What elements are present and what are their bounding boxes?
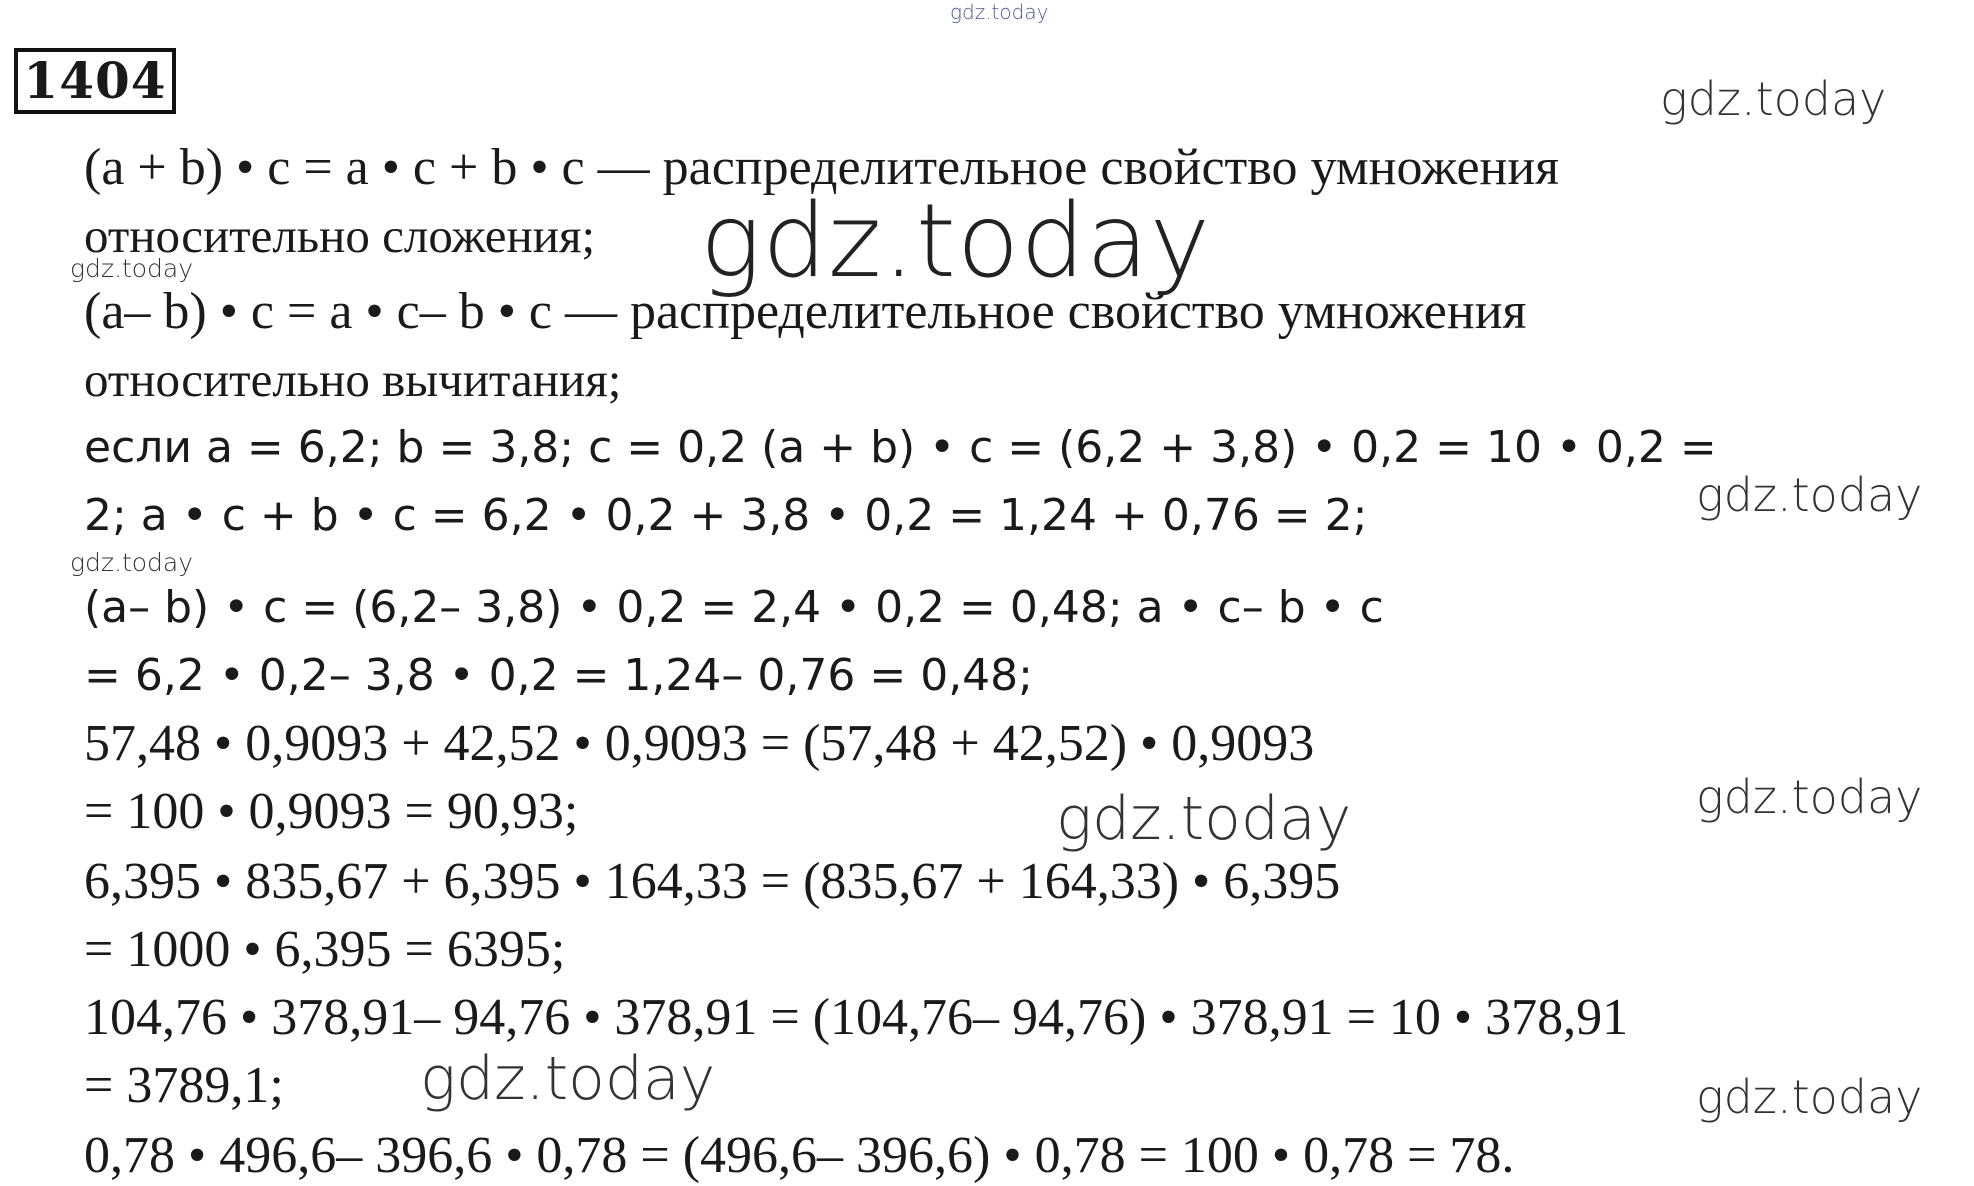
solution-line-7: (a– b) • c = (6,2– 3,8) • 0,2 = 2,4 • 0,2 = 0,48; a • c– b • c [84,582,1384,633]
watermark: gdz.today [950,0,1049,24]
watermark: gdz.today [1660,72,1887,126]
problem-number: 1404 [14,48,176,114]
solution-line-11: 6,395 • 835,67 + 6,395 • 164,33 = (835,67 + 164,33) • 6,395 [84,853,1341,910]
watermark: gdz.today [70,254,194,283]
solution-line-13: 104,76 • 378,91– 94,76 • 378,91 = (104,76– 94,76) • 378,91 = 10 • 378,91 [84,989,1629,1046]
solution-line-12: = 1000 • 6,395 = 6395; [84,921,566,978]
watermark: gdz.today [420,1044,716,1114]
solution-line-15: 0,78 • 496,6– 396,6 • 0,78 = (496,6– 396,6) • 0,78 = 100 • 0,78 = 78. [84,1127,1515,1184]
solution-line-6: 2; a • c + b • c = 6,2 • 0,2 + 3,8 • 0,2 = 1,24 + 0,76 = 2; [84,490,1368,541]
watermark: gdz.today [1696,1070,1923,1124]
watermark: gdz.today [1056,784,1352,854]
watermark: gdz.today [1696,770,1923,824]
watermark: gdz.today [70,548,194,577]
solution-line-8: = 6,2 • 0,2– 3,8 • 0,2 = 1,24– 0,76 = 0,48; [84,650,1033,701]
solution-line-4: относительно вычитания; [84,352,622,407]
solution-line-10: = 100 • 0,9093 = 90,93; [84,783,579,840]
solution-line-2: относительно сложения; [84,208,596,263]
solution-line-3: (a– b) • c = a • c– b • c — распределительное свойство умножения [84,283,1527,340]
solution-line-1: (a + b) • c = a • c + b • c — распределительное свойство умножения [84,139,1560,196]
solution-line-9: 57,48 • 0,9093 + 42,52 • 0,9093 = (57,48 + 42,52) • 0,9093 [84,715,1315,772]
watermark: gdz.today [1696,468,1923,522]
solution-line-5: если a = 6,2; b = 3,8; c = 0,2 (a + b) • c = (6,2 + 3,8) • 0,2 = 10 • 0,2 = [84,422,1717,473]
solution-line-14: = 3789,1; [84,1057,284,1114]
watermark: gdz.today [700,182,1211,301]
